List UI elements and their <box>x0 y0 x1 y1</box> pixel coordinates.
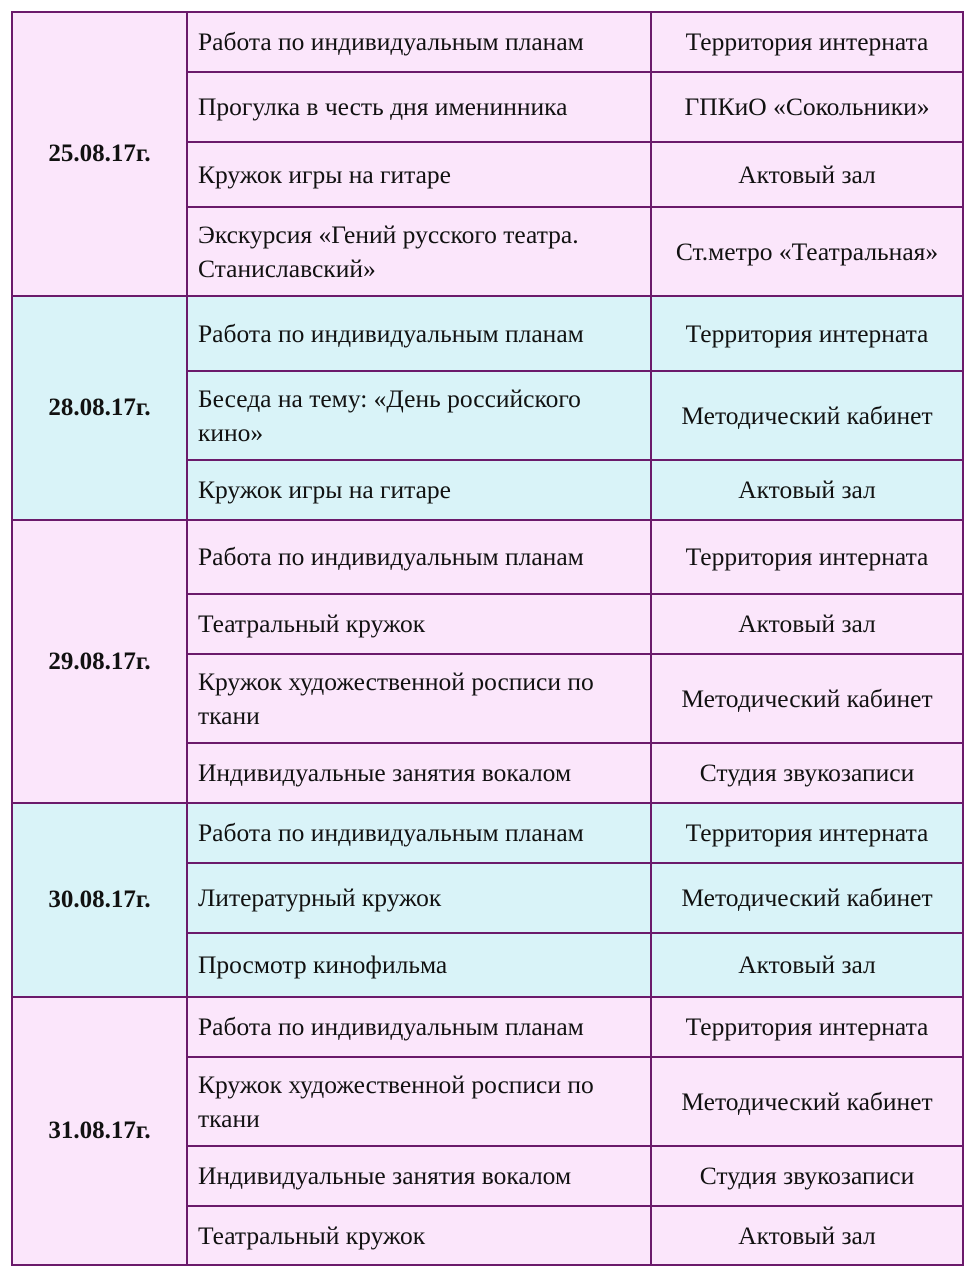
activity-cell: Индивидуальные занятия вокалом <box>187 743 651 803</box>
date-cell: 25.08.17г. <box>12 12 187 296</box>
location-cell: Студия звукозаписи <box>651 1146 963 1206</box>
table-row <box>12 803 963 863</box>
schedule-body <box>12 12 963 1265</box>
activity-cell: Просмотр кинофильма <box>187 933 651 997</box>
table-row <box>12 296 963 371</box>
activity-cell: Работа по индивидуальным планам <box>187 997 651 1057</box>
activity-cell: Кружок художественной росписи по ткани <box>187 1057 651 1146</box>
activity-cell: Работа по индивидуальным планам <box>187 296 651 371</box>
location-cell: Методический кабинет <box>651 863 963 933</box>
activity-cell: Кружок игры на гитаре <box>187 142 651 207</box>
table-row <box>12 997 963 1057</box>
schedule-table <box>11 11 964 1266</box>
location-cell: Территория интерната <box>651 296 963 371</box>
activity-cell: Работа по индивидуальным планам <box>187 12 651 72</box>
location-cell: Актовый зал <box>651 460 963 520</box>
activity-cell: Работа по индивидуальным планам <box>187 520 651 594</box>
activity-cell: Работа по индивидуальным планам <box>187 803 651 863</box>
activity-cell: Беседа на тему: «День российского кино» <box>187 371 651 460</box>
location-cell: Актовый зал <box>651 142 963 207</box>
date-cell: 31.08.17г. <box>12 997 187 1265</box>
location-cell: Территория интерната <box>651 997 963 1057</box>
location-cell: Методический кабинет <box>651 371 963 460</box>
date-cell: 28.08.17г. <box>12 296 187 520</box>
location-cell: Методический кабинет <box>651 1057 963 1146</box>
activity-cell: Прогулка в честь дня именинника <box>187 72 651 142</box>
location-cell: Территория интерната <box>651 803 963 863</box>
location-cell: Студия звукозаписи <box>651 743 963 803</box>
activity-cell: Театральный кружок <box>187 594 651 654</box>
table-row <box>12 520 963 594</box>
location-cell: ГПКиО «Сокольники» <box>651 72 963 142</box>
location-cell: Методический кабинет <box>651 654 963 743</box>
activity-cell: Кружок художественной росписи по ткани <box>187 654 651 743</box>
activity-cell: Экскурсия «Гений русского театра. Станиславский» <box>187 207 651 296</box>
activity-cell: Театральный кружок <box>187 1206 651 1265</box>
location-cell: Территория интерната <box>651 12 963 72</box>
activity-cell: Индивидуальные занятия вокалом <box>187 1146 651 1206</box>
date-cell: 30.08.17г. <box>12 803 187 997</box>
location-cell: Актовый зал <box>651 933 963 997</box>
activity-cell: Кружок игры на гитаре <box>187 460 651 520</box>
table-row <box>12 12 963 72</box>
location-cell: Актовый зал <box>651 594 963 654</box>
location-cell: Актовый зал <box>651 1206 963 1265</box>
location-cell: Ст.метро «Театральная» <box>651 207 963 296</box>
date-cell: 29.08.17г. <box>12 520 187 803</box>
activity-cell: Литературный кружок <box>187 863 651 933</box>
location-cell: Территория интерната <box>651 520 963 594</box>
